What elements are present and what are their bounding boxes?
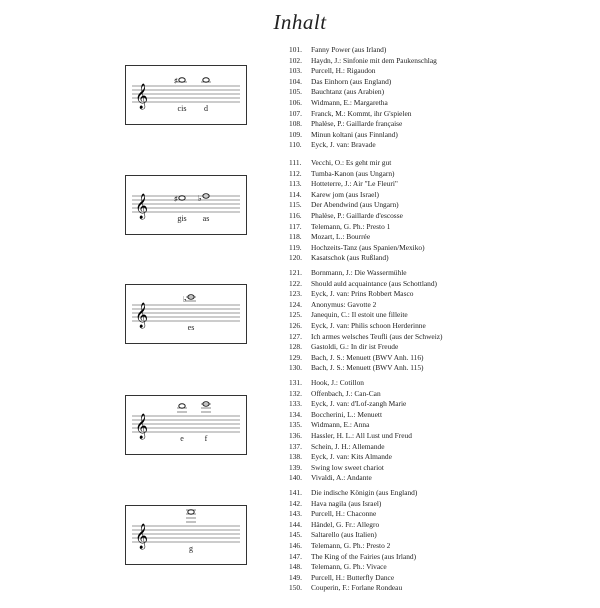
note-head [179, 404, 185, 408]
list-item: 140. Vivaldi, A.: Andante [289, 473, 372, 483]
list-item: 125. Janequin, C.: Il estoit une filleite [289, 310, 408, 320]
note-name: cis [177, 104, 187, 113]
staff-notation [126, 396, 246, 454]
list-item: 143. Purcell, H.: Chaconne [289, 509, 377, 519]
list-item: 128. Gastoldi, G.: In dir ist Freude [289, 342, 399, 352]
list-item: 139. Swing low sweet chariot [289, 462, 384, 472]
treble-clef-icon: 𝄞 [135, 83, 149, 108]
list-item: 122. Should auld acquaintance (aus Schottland) [289, 278, 438, 288]
list-item: 135. Widmann, E.: Anna [289, 420, 370, 430]
note-head [188, 510, 194, 514]
treble-clef-icon: 𝄞 [135, 302, 149, 327]
fingering-box [125, 284, 247, 344]
note-head [179, 78, 185, 82]
list-item: 147. The King of the Fairies (aus Irland) [289, 551, 417, 561]
note-name: d [204, 104, 208, 113]
list-item: 116. Phalèse, P.: Gaillarde d'escosse [289, 210, 403, 220]
list-item: 136. Hassler, H. L.: All Lust und Freud [289, 430, 412, 440]
note-name: e [180, 434, 184, 443]
list-item: 146. Telemann, G. Ph.: Presto 2 [289, 540, 391, 550]
page-title: Inhalt [273, 10, 327, 34]
staff-notation [126, 285, 246, 343]
list-item: 133. Eyck, J. van: d'Lof-zangh Marie [289, 399, 407, 409]
list-item: 126. Eyck, J. van: Philis schoon Herderinne [289, 320, 426, 330]
piece-list [289, 45, 437, 151]
list-item: 110. Eyck, J. van: Bravade [289, 140, 376, 150]
fingering-box [125, 505, 247, 565]
note-name: es [187, 323, 195, 332]
list-item: 101. Fanny Power (aus Irland) [289, 45, 387, 54]
section-111-120 [0, 158, 600, 278]
list-item: 117. Telemann, G. Ph.: Presto 1 [289, 221, 391, 231]
staff-notation [126, 506, 246, 564]
list-item: 108. Phalèse, P.: Gaillarde française [289, 119, 403, 129]
treble-clef-icon: 𝄞 [135, 523, 149, 548]
list-item: 112. Tumba-Kanon (aus Ungarn) [289, 168, 395, 178]
treble-clef-icon: 𝄞 [135, 413, 149, 438]
list-item: 127. Ich armes welsches Teufli (aus der Schweiz) [289, 331, 443, 341]
sharp-icon: ♯ [174, 195, 178, 203]
note-name: gis [177, 214, 187, 223]
fingering-box [125, 395, 247, 455]
note-name: as [202, 214, 210, 223]
staff-notation [126, 66, 246, 124]
staff-notation [126, 176, 246, 234]
treble-clef-icon: 𝄞 [135, 193, 149, 218]
note-head [179, 196, 185, 200]
list-item: 148. Telemann, G. Ph.: Vivace [289, 562, 387, 572]
list-item: 120. Kasatschok (aus Rußland) [289, 253, 389, 263]
list-item: 111. Vecchi, O.: Es geht mir gut [289, 158, 392, 167]
note-name: g [189, 544, 193, 553]
list-item: 129. Bach, J. S.: Menuett (BWV Anh. 116) [289, 352, 424, 362]
section-101-110 [0, 45, 600, 165]
sharp-icon: ♯ [174, 77, 178, 85]
piece-list [289, 268, 443, 374]
list-item: 141. Die indische Königin (aus England) [289, 488, 418, 497]
list-item: 104. Das Einhorn (aus England) [289, 76, 392, 86]
list-item: 124. Anonymus: Gavotte 2 [289, 299, 377, 309]
list-item: 109. Minun koltani (aus Finnland) [289, 129, 398, 139]
fingering-box [125, 65, 247, 125]
list-item: 150. Couperin, F.: Forlane Rondeau [289, 583, 403, 593]
list-item: 149. Purcell, H.: Butterfly Dance [289, 572, 395, 582]
list-item: 103. Purcell, H.: Rigaudon [289, 66, 376, 76]
list-item: 113. Hotteterre, J.: Air "Le Fleuri" [289, 179, 398, 189]
list-item: 130. Bach, J. S.: Menuett (BWV Anh. 115) [289, 363, 424, 373]
list-item: 145. Saltarello (aus Italien) [289, 530, 377, 540]
note-head [203, 78, 209, 82]
list-item: 102. Haydn, J.: Sinfonie mit dem Paukenschlag [289, 55, 437, 65]
list-item: 114. Karew jom (aus Israel) [289, 189, 379, 199]
list-item: 119. Hochzeits-Tanz (aus Spanien/Mexiko) [289, 242, 425, 252]
fingering-box [125, 175, 247, 235]
list-item: 107. Franck, M.: Kommt, ihr G'spielen [289, 108, 412, 118]
list-item: 138. Eyck, J. van: Kits Almande [289, 452, 392, 462]
list-item: 121. Bornmann, J.: Die Wassermühle [289, 268, 407, 277]
list-item: 131. Hook, J.: Cotillon [289, 378, 364, 387]
piece-list [289, 378, 412, 484]
list-item: 106. Widmann, E.: Margaretha [289, 97, 388, 107]
list-item: 123. Eyck, J. van: Prins Robbert Masco [289, 289, 414, 299]
list-item: 142. Hava nagila (aus Israel) [289, 498, 382, 508]
flat-icon: ♭ [198, 194, 202, 203]
list-item: 134. Boccherini, L.: Menuett [289, 409, 383, 419]
list-item: 132. Offenbach, J.: Can-Can [289, 388, 381, 398]
section-121-130 [0, 268, 600, 388]
list-item: 115. Der Abendwind (aus Ungarn) [289, 200, 399, 210]
piece-list [289, 488, 417, 594]
list-item: 105. Bauchtanz (aus Arabien) [289, 87, 385, 97]
list-item: 118. Mozart, L.: Bourrée [289, 232, 371, 242]
list-item: 144. Händel, G. Fr.: Allegro [289, 519, 380, 529]
list-item: 137. Schein, J. H.: Allemande [289, 441, 385, 451]
note-name: f [204, 434, 208, 443]
piece-list [289, 158, 425, 264]
section-141-150 [0, 488, 600, 608]
section-131-140 [0, 378, 600, 498]
flat-icon: ♭ [183, 295, 187, 304]
